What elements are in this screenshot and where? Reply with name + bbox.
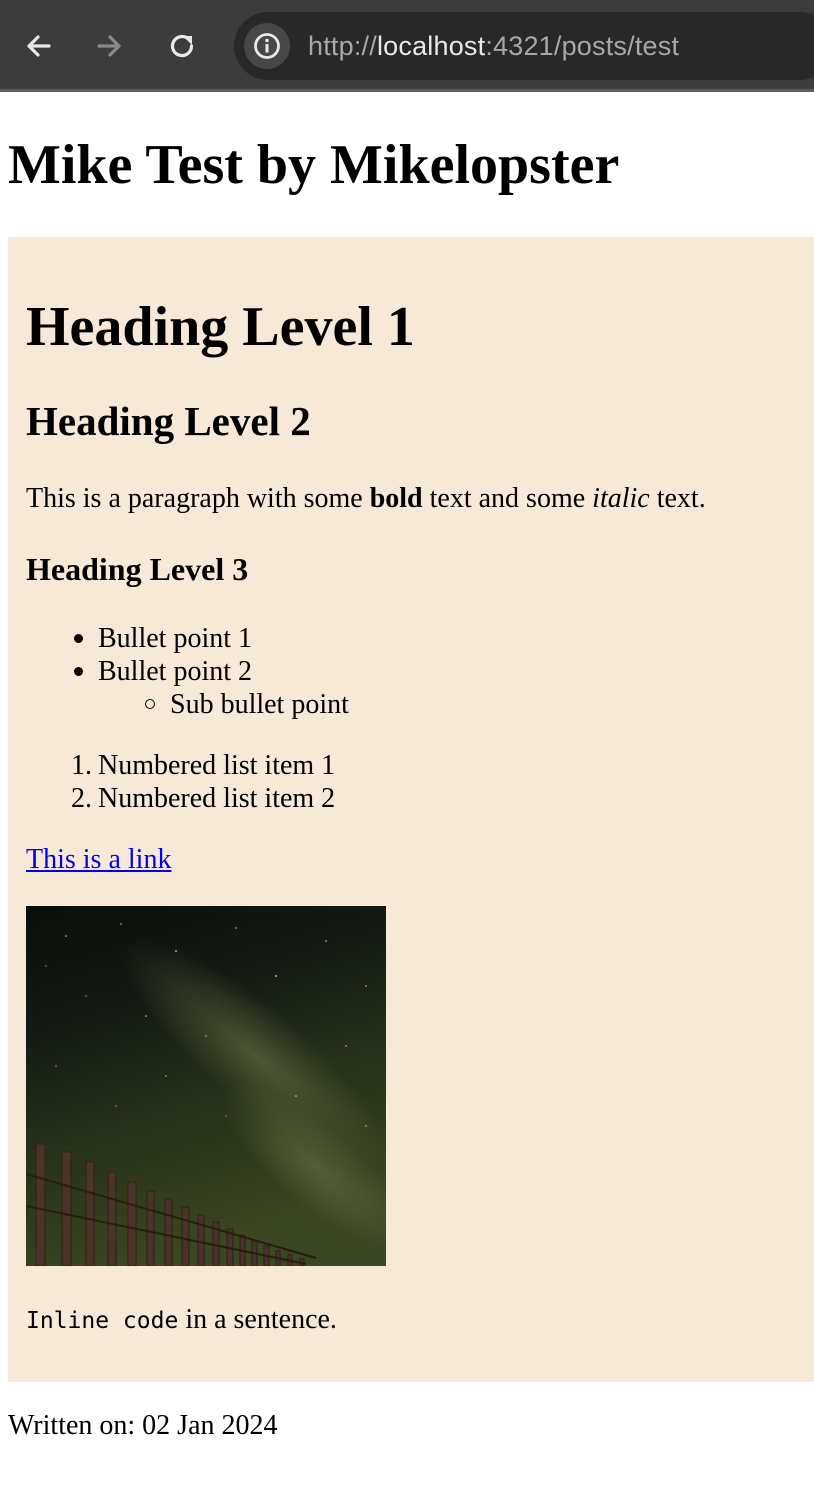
bullet-item: Bullet point 2	[98, 656, 252, 687]
paragraph-text-1: This is a paragraph with some	[26, 483, 370, 514]
numbered-item: Numbered list item 2	[98, 783, 336, 814]
url-text[interactable]	[308, 31, 679, 62]
numbered-marker: 2.	[71, 783, 92, 814]
numbered-marker: 1.	[71, 750, 92, 781]
bullet-marker	[74, 634, 83, 643]
inline-code-sentence	[26, 1303, 337, 1338]
sub-bullet-marker	[145, 699, 155, 709]
content-heading-2: Heading Level 2	[26, 398, 311, 444]
content-link[interactable]: This is a link	[26, 844, 172, 875]
address-bar[interactable]	[234, 12, 814, 80]
paragraph-bold-text: bold	[369, 483, 423, 514]
bullet-marker	[74, 667, 83, 676]
info-circle-icon	[252, 31, 282, 61]
back-button[interactable]	[14, 22, 62, 70]
reload-button[interactable]	[158, 22, 206, 70]
milky-way-fence-image	[26, 906, 386, 1266]
inline-code: Inline code	[26, 1308, 179, 1334]
paragraph-italic-text: italic	[592, 483, 650, 514]
arrow-left-icon	[24, 32, 52, 60]
inline-code-suffix: in a sentence.	[178, 1304, 337, 1335]
content-paragraph	[26, 482, 706, 516]
bullet-item: Bullet point 1	[98, 623, 252, 654]
browser-toolbar	[0, 0, 814, 92]
paragraph-text-2: text and some	[422, 483, 593, 514]
url-host: localhost	[376, 30, 486, 61]
numbered-item: Numbered list item 1	[98, 750, 336, 781]
arrow-right-icon	[96, 32, 124, 60]
content-heading-3: Heading Level 3	[26, 551, 249, 587]
content-heading-1: Heading Level 1	[26, 296, 415, 358]
url-scheme: http://	[308, 30, 377, 61]
site-info-button[interactable]	[244, 23, 290, 69]
milky-way-fence-picture	[26, 906, 386, 1266]
page-title: Mike Test by Mikelopster	[8, 134, 620, 196]
url-path: :4321/posts/test	[485, 30, 680, 61]
sub-bullet-item: Sub bullet point	[170, 689, 349, 720]
reload-icon	[167, 31, 197, 61]
written-date: Written on: 02 Jan 2024	[8, 1410, 278, 1441]
paragraph-text-3: text.	[649, 483, 706, 514]
forward-button[interactable]	[86, 22, 134, 70]
